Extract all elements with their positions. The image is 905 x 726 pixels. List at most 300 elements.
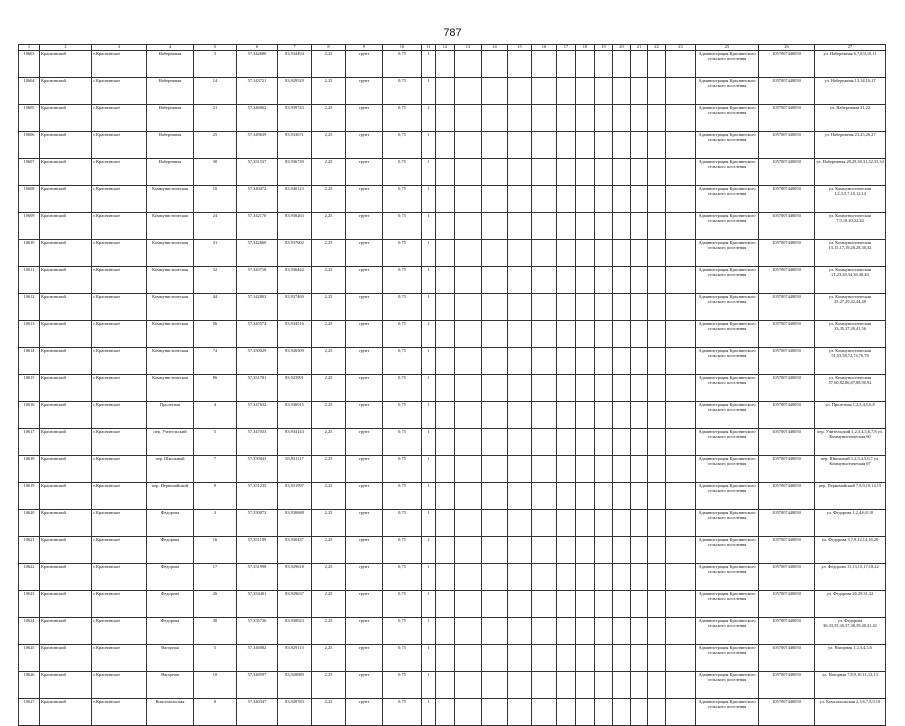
table-cell: 57,355736 bbox=[237, 618, 278, 645]
table-cell bbox=[508, 456, 532, 483]
table-cell bbox=[613, 564, 631, 591]
table-cell: грунт bbox=[346, 483, 383, 510]
table-cell bbox=[482, 51, 508, 78]
table-cell: 57,347033 bbox=[237, 429, 278, 456]
table-cell bbox=[595, 51, 613, 78]
table-cell: грунт bbox=[346, 51, 383, 78]
table-cell bbox=[595, 645, 613, 672]
table-cell bbox=[648, 510, 666, 537]
table-cell: 2,25 bbox=[312, 672, 346, 699]
table-cell bbox=[436, 483, 455, 510]
table-cell: ул. Коммунистическая 7,9,18,20,22,24 bbox=[815, 213, 886, 240]
table-row bbox=[19, 564, 886, 591]
table-cell: Федорова bbox=[147, 618, 194, 645]
table-cell: 2,25 bbox=[312, 429, 346, 456]
table-cell bbox=[576, 429, 595, 456]
table-cell: с.Краснинское bbox=[92, 591, 147, 618]
table-cell bbox=[576, 321, 595, 348]
table-cell bbox=[666, 348, 696, 375]
column-number-cell: 21 bbox=[631, 45, 648, 51]
table-cell: 74 bbox=[194, 348, 237, 375]
table-cell: Комсомольская bbox=[147, 699, 194, 726]
table-cell bbox=[455, 348, 482, 375]
table-cell bbox=[613, 429, 631, 456]
table-cell: грунт bbox=[346, 78, 383, 105]
table-cell bbox=[508, 132, 532, 159]
table-cell bbox=[508, 105, 532, 132]
table-cell: 1 bbox=[422, 105, 436, 132]
table-cell: грунт bbox=[346, 294, 383, 321]
table-cell bbox=[666, 321, 696, 348]
table-row bbox=[19, 267, 886, 294]
table-cell bbox=[508, 402, 532, 429]
table-cell: Администрация Краснинского сельского поселения bbox=[696, 645, 759, 672]
table-cell: 10603 bbox=[19, 51, 40, 78]
table-cell: с.Краснинское bbox=[92, 321, 147, 348]
table-row bbox=[19, 240, 886, 267]
column-number-cell: 1 bbox=[19, 45, 40, 51]
table-cell bbox=[666, 402, 696, 429]
table-cell bbox=[631, 186, 648, 213]
table-cell: 10624 bbox=[19, 618, 40, 645]
table-cell bbox=[666, 267, 696, 294]
column-number-cell: 12 bbox=[436, 45, 455, 51]
table-row bbox=[19, 159, 886, 186]
table-cell bbox=[648, 132, 666, 159]
table-cell: 1057007440050 bbox=[759, 456, 815, 483]
table-cell: ул. Федорова 30,33,35,36,37,38,39,40,41,42 bbox=[815, 618, 886, 645]
table-cell bbox=[666, 672, 696, 699]
table-cell: 31 bbox=[194, 240, 237, 267]
table-cell: 83,936442 bbox=[278, 267, 312, 294]
table-cell: 0,75 bbox=[383, 294, 422, 321]
table-cell bbox=[455, 132, 482, 159]
table-cell bbox=[631, 645, 648, 672]
table-cell bbox=[613, 537, 631, 564]
table-cell: Коммунистическая bbox=[147, 348, 194, 375]
table-cell bbox=[455, 402, 482, 429]
table-cell bbox=[436, 456, 455, 483]
table-cell bbox=[532, 240, 557, 267]
table-cell: Краснинский bbox=[40, 267, 92, 294]
table-cell bbox=[576, 213, 595, 240]
table-cell: 0,75 bbox=[383, 132, 422, 159]
table-cell bbox=[613, 375, 631, 402]
table-cell bbox=[666, 51, 696, 78]
table-cell bbox=[508, 159, 532, 186]
table-cell bbox=[576, 51, 595, 78]
table-cell: Набережная bbox=[147, 78, 194, 105]
table-cell bbox=[532, 618, 557, 645]
table-cell bbox=[595, 564, 613, 591]
table-row bbox=[19, 132, 886, 159]
table-cell: 16 bbox=[194, 537, 237, 564]
table-cell bbox=[532, 510, 557, 537]
table-cell bbox=[666, 240, 696, 267]
table-cell bbox=[482, 375, 508, 402]
table-cell: 0,75 bbox=[383, 510, 422, 537]
table-cell: 57,343721 bbox=[237, 78, 278, 105]
table-cell: 1 bbox=[422, 159, 436, 186]
table-cell: 86 bbox=[194, 375, 237, 402]
table-cell bbox=[455, 159, 482, 186]
column-number-cell: 5 bbox=[194, 45, 237, 51]
table-cell: 0,75 bbox=[383, 51, 422, 78]
table-cell: 10606 bbox=[19, 132, 40, 159]
table-cell: 10619 bbox=[19, 483, 40, 510]
table-cell bbox=[666, 78, 696, 105]
table-cell bbox=[482, 672, 508, 699]
table-cell bbox=[482, 105, 508, 132]
table-cell: 2,25 bbox=[312, 240, 346, 267]
table-cell bbox=[557, 537, 576, 564]
table-cell bbox=[576, 78, 595, 105]
table-cell bbox=[576, 105, 595, 132]
table-cell: грунт bbox=[346, 321, 383, 348]
table-cell bbox=[666, 213, 696, 240]
table-cell: 1 bbox=[422, 672, 436, 699]
table-cell: Администрация Краснинского сельского поселения bbox=[696, 618, 759, 645]
table-cell: 44 bbox=[194, 294, 237, 321]
table-row bbox=[19, 105, 886, 132]
table-cell: 0,75 bbox=[383, 456, 422, 483]
table-cell: 83,926509 bbox=[278, 348, 312, 375]
table-cell bbox=[436, 240, 455, 267]
table-cell bbox=[557, 429, 576, 456]
table-cell: 2,25 bbox=[312, 321, 346, 348]
table-cell bbox=[508, 348, 532, 375]
table-cell: 83,928089 bbox=[278, 672, 312, 699]
table-cell: Администрация Краснинского сельского поселения bbox=[696, 483, 759, 510]
table-cell: с.Краснинское bbox=[92, 429, 147, 456]
table-cell: Администрация Краснинского сельского поселения bbox=[696, 132, 759, 159]
table-cell: 1 bbox=[422, 564, 436, 591]
table-cell bbox=[595, 699, 613, 726]
table-cell: 2,25 bbox=[312, 267, 346, 294]
table-cell: грунт bbox=[346, 564, 383, 591]
table-cell bbox=[455, 240, 482, 267]
table-cell: грунт bbox=[346, 132, 383, 159]
table-cell: с.Краснинское bbox=[92, 564, 147, 591]
table-cell: 57,351537 bbox=[237, 159, 278, 186]
table-cell bbox=[631, 78, 648, 105]
table-cell: 10609 bbox=[19, 213, 40, 240]
table-cell bbox=[436, 186, 455, 213]
table-cell: 32 bbox=[194, 267, 237, 294]
table-cell: 2,25 bbox=[312, 591, 346, 618]
table-cell: с.Краснинское bbox=[92, 375, 147, 402]
table-cell bbox=[557, 321, 576, 348]
table-cell bbox=[576, 591, 595, 618]
table-cell: ул. Нагорная 1,2,3,4,5,6 bbox=[815, 645, 886, 672]
table-cell: Краснинский bbox=[40, 564, 92, 591]
table-cell: 57,347632 bbox=[237, 402, 278, 429]
table-cell: 0,75 bbox=[383, 672, 422, 699]
table-cell bbox=[613, 618, 631, 645]
table-cell bbox=[648, 348, 666, 375]
table-cell: 5 bbox=[194, 429, 237, 456]
table-cell: Администрация Краснинского сельского поселения bbox=[696, 321, 759, 348]
table-cell: 2,25 bbox=[312, 159, 346, 186]
table-cell: 1057007440050 bbox=[759, 213, 815, 240]
table-cell: 1 bbox=[422, 591, 436, 618]
table-cell: Администрация Краснинского сельского поселения bbox=[696, 51, 759, 78]
table-cell: грунт bbox=[346, 402, 383, 429]
table-cell: 10626 bbox=[19, 672, 40, 699]
table-cell bbox=[595, 672, 613, 699]
table-cell bbox=[482, 591, 508, 618]
table-cell: Администрация Краснинского сельского поселения bbox=[696, 267, 759, 294]
table-cell bbox=[436, 51, 455, 78]
table-cell bbox=[631, 375, 648, 402]
table-cell: грунт bbox=[346, 213, 383, 240]
table-cell: 83,936915 bbox=[278, 402, 312, 429]
table-cell: с.Краснинское bbox=[92, 672, 147, 699]
table-cell: 9 bbox=[194, 483, 237, 510]
table-cell bbox=[666, 591, 696, 618]
table-cell: Нагорная bbox=[147, 645, 194, 672]
table-cell bbox=[557, 564, 576, 591]
column-number-cell: 3 bbox=[92, 45, 147, 51]
table-cell bbox=[576, 294, 595, 321]
table-cell: 2,25 bbox=[312, 213, 346, 240]
table-cell: пер. Школьный 1,2,3,4,5,6,7 ул. Коммунистическая 67 bbox=[815, 456, 886, 483]
table-cell: 1057007440050 bbox=[759, 591, 815, 618]
table-cell bbox=[482, 645, 508, 672]
table-cell bbox=[631, 267, 648, 294]
table-cell bbox=[666, 564, 696, 591]
table-cell bbox=[576, 645, 595, 672]
table-row bbox=[19, 294, 886, 321]
table-cell bbox=[666, 132, 696, 159]
table-cell: ул. Федорова 26,29,31,32 bbox=[815, 591, 886, 618]
table-cell bbox=[455, 699, 482, 726]
table-cell bbox=[482, 564, 508, 591]
table-cell bbox=[436, 618, 455, 645]
table-cell: 83,928783 bbox=[278, 699, 312, 726]
table-cell: 1057007440050 bbox=[759, 348, 815, 375]
table-cell bbox=[557, 510, 576, 537]
table-cell: 17 bbox=[194, 564, 237, 591]
table-row bbox=[19, 213, 886, 240]
table-cell: 83,929113 bbox=[278, 645, 312, 672]
table-cell: 1 bbox=[422, 186, 436, 213]
table-cell: Администрация Краснинского сельского поселения bbox=[696, 537, 759, 564]
table-cell bbox=[482, 402, 508, 429]
table-cell bbox=[532, 267, 557, 294]
table-cell: с.Краснинское bbox=[92, 78, 147, 105]
table-cell: ул. Комсомольская 2,3,6,7,8,9,10 bbox=[815, 699, 886, 726]
table-cell bbox=[648, 375, 666, 402]
table-cell bbox=[631, 105, 648, 132]
table-cell: с.Краснинское bbox=[92, 456, 147, 483]
table-cell bbox=[595, 294, 613, 321]
table-cell: 10615 bbox=[19, 375, 40, 402]
table-cell bbox=[436, 105, 455, 132]
table-cell: 10620 bbox=[19, 510, 40, 537]
table-cell bbox=[508, 267, 532, 294]
table-cell bbox=[557, 213, 576, 240]
table-cell: с.Краснинское bbox=[92, 537, 147, 564]
table-cell bbox=[613, 78, 631, 105]
table-cell bbox=[436, 348, 455, 375]
table-cell bbox=[576, 672, 595, 699]
table-cell: 1 bbox=[422, 294, 436, 321]
table-cell: 1 bbox=[422, 510, 436, 537]
table-row bbox=[19, 645, 886, 672]
table-cell: 1057007440050 bbox=[759, 132, 815, 159]
table-row bbox=[19, 591, 886, 618]
table-cell: 83,930437 bbox=[278, 537, 312, 564]
table-cell bbox=[508, 510, 532, 537]
table-cell bbox=[557, 240, 576, 267]
table-cell bbox=[595, 618, 613, 645]
table-cell: Краснинский bbox=[40, 105, 92, 132]
table-cell: 2,25 bbox=[312, 105, 346, 132]
table-cell: ул. Коммунистическая 1,2,3,5,7,10,12,14 bbox=[815, 186, 886, 213]
table-cell: грунт bbox=[346, 105, 383, 132]
table-cell: 1057007440050 bbox=[759, 402, 815, 429]
table-cell: 3 bbox=[194, 51, 237, 78]
table-cell bbox=[508, 429, 532, 456]
table-cell bbox=[595, 402, 613, 429]
table-cell: Краснинский bbox=[40, 159, 92, 186]
table-row bbox=[19, 456, 886, 483]
table-cell bbox=[631, 456, 648, 483]
table-cell bbox=[532, 672, 557, 699]
table-row bbox=[19, 375, 886, 402]
table-cell bbox=[595, 456, 613, 483]
table-cell: 83,936739 bbox=[278, 159, 312, 186]
table-cell bbox=[613, 645, 631, 672]
table-cell bbox=[532, 429, 557, 456]
table-cell: 1 bbox=[422, 348, 436, 375]
table-cell bbox=[576, 456, 595, 483]
table-cell: 1 bbox=[422, 618, 436, 645]
table-cell: 1057007440050 bbox=[759, 267, 815, 294]
table-cell: 2,25 bbox=[312, 348, 346, 375]
table-cell bbox=[576, 618, 595, 645]
table-cell bbox=[557, 267, 576, 294]
table-cell bbox=[436, 645, 455, 672]
table-cell: грунт bbox=[346, 375, 383, 402]
table-cell bbox=[436, 699, 455, 726]
table-cell: с.Краснинское bbox=[92, 105, 147, 132]
table-cell: 1057007440050 bbox=[759, 564, 815, 591]
table-cell: грунт bbox=[346, 510, 383, 537]
table-cell bbox=[482, 240, 508, 267]
table-cell bbox=[666, 105, 696, 132]
table-cell: 83,930688 bbox=[278, 510, 312, 537]
table-cell bbox=[532, 159, 557, 186]
table-row bbox=[19, 402, 886, 429]
column-number-cell: 15 bbox=[508, 45, 532, 51]
table-cell bbox=[532, 51, 557, 78]
table-cell: Администрация Краснинского сельского поселения bbox=[696, 510, 759, 537]
table-cell bbox=[508, 591, 532, 618]
table-cell: 2,25 bbox=[312, 402, 346, 429]
table-cell bbox=[595, 483, 613, 510]
table-cell bbox=[666, 510, 696, 537]
table-cell: 0,75 bbox=[383, 267, 422, 294]
table-cell: 83,937602 bbox=[278, 240, 312, 267]
table-cell: 1 bbox=[422, 456, 436, 483]
table-cell bbox=[482, 321, 508, 348]
column-number-cell: 6 bbox=[237, 45, 278, 51]
page-number: 787 bbox=[443, 27, 462, 39]
table-cell bbox=[455, 483, 482, 510]
table-cell: ул. Набережная 13,14,16,17 bbox=[815, 78, 886, 105]
table-cell bbox=[436, 429, 455, 456]
table-cell: 10604 bbox=[19, 78, 40, 105]
table-cell: 2,25 bbox=[312, 78, 346, 105]
table-cell: Набережная bbox=[147, 51, 194, 78]
table-cell bbox=[532, 537, 557, 564]
table-cell bbox=[576, 402, 595, 429]
table-cell: грунт bbox=[346, 672, 383, 699]
table-cell: 0,75 bbox=[383, 375, 422, 402]
table-cell: ул. Коммунистическая 51,53,58,72,74,76,78 bbox=[815, 348, 886, 375]
table-cell bbox=[648, 456, 666, 483]
table-cell: 83,934494 bbox=[278, 51, 312, 78]
table-cell bbox=[631, 402, 648, 429]
table-cell: с.Краснинское bbox=[92, 213, 147, 240]
table-cell: 57,345574 bbox=[237, 321, 278, 348]
table-cell: 0,75 bbox=[383, 78, 422, 105]
table-cell bbox=[595, 78, 613, 105]
table-cell bbox=[595, 591, 613, 618]
table-cell: 0,75 bbox=[383, 105, 422, 132]
table-cell bbox=[595, 267, 613, 294]
table-cell bbox=[436, 213, 455, 240]
table-row bbox=[19, 537, 886, 564]
table-cell bbox=[648, 78, 666, 105]
table-cell: Коммунистическая bbox=[147, 375, 194, 402]
table-cell: 57,354401 bbox=[237, 591, 278, 618]
table-cell bbox=[532, 375, 557, 402]
table-cell: грунт bbox=[346, 267, 383, 294]
table-cell: 0,75 bbox=[383, 186, 422, 213]
table-cell bbox=[455, 186, 482, 213]
table-cell bbox=[613, 591, 631, 618]
table-cell: грунт bbox=[346, 240, 383, 267]
table-cell: пер. Первомайский bbox=[147, 483, 194, 510]
table-cell bbox=[613, 213, 631, 240]
table-cell bbox=[455, 672, 482, 699]
table-cell: Администрация Краснинского сельского поселения bbox=[696, 591, 759, 618]
table-cell bbox=[455, 645, 482, 672]
table-cell bbox=[557, 78, 576, 105]
table-cell: 1 bbox=[422, 267, 436, 294]
table-cell bbox=[648, 699, 666, 726]
table-cell bbox=[666, 483, 696, 510]
table-cell: 4 bbox=[194, 402, 237, 429]
table-cell: 57,351998 bbox=[237, 564, 278, 591]
table-cell: Краснинский bbox=[40, 213, 92, 240]
table-cell bbox=[648, 213, 666, 240]
table-cell bbox=[648, 429, 666, 456]
table-cell: 57,350073 bbox=[237, 510, 278, 537]
table-cell: Краснинский bbox=[40, 483, 92, 510]
table-cell: 10610 bbox=[19, 240, 40, 267]
column-number-cell: 7 bbox=[278, 45, 312, 51]
table-cell: Набережная bbox=[147, 105, 194, 132]
table-cell bbox=[532, 564, 557, 591]
table-cell bbox=[576, 240, 595, 267]
table-cell: 2,25 bbox=[312, 51, 346, 78]
table-cell: 1 bbox=[422, 402, 436, 429]
table-cell: Администрация Краснинского сельского поселения bbox=[696, 564, 759, 591]
